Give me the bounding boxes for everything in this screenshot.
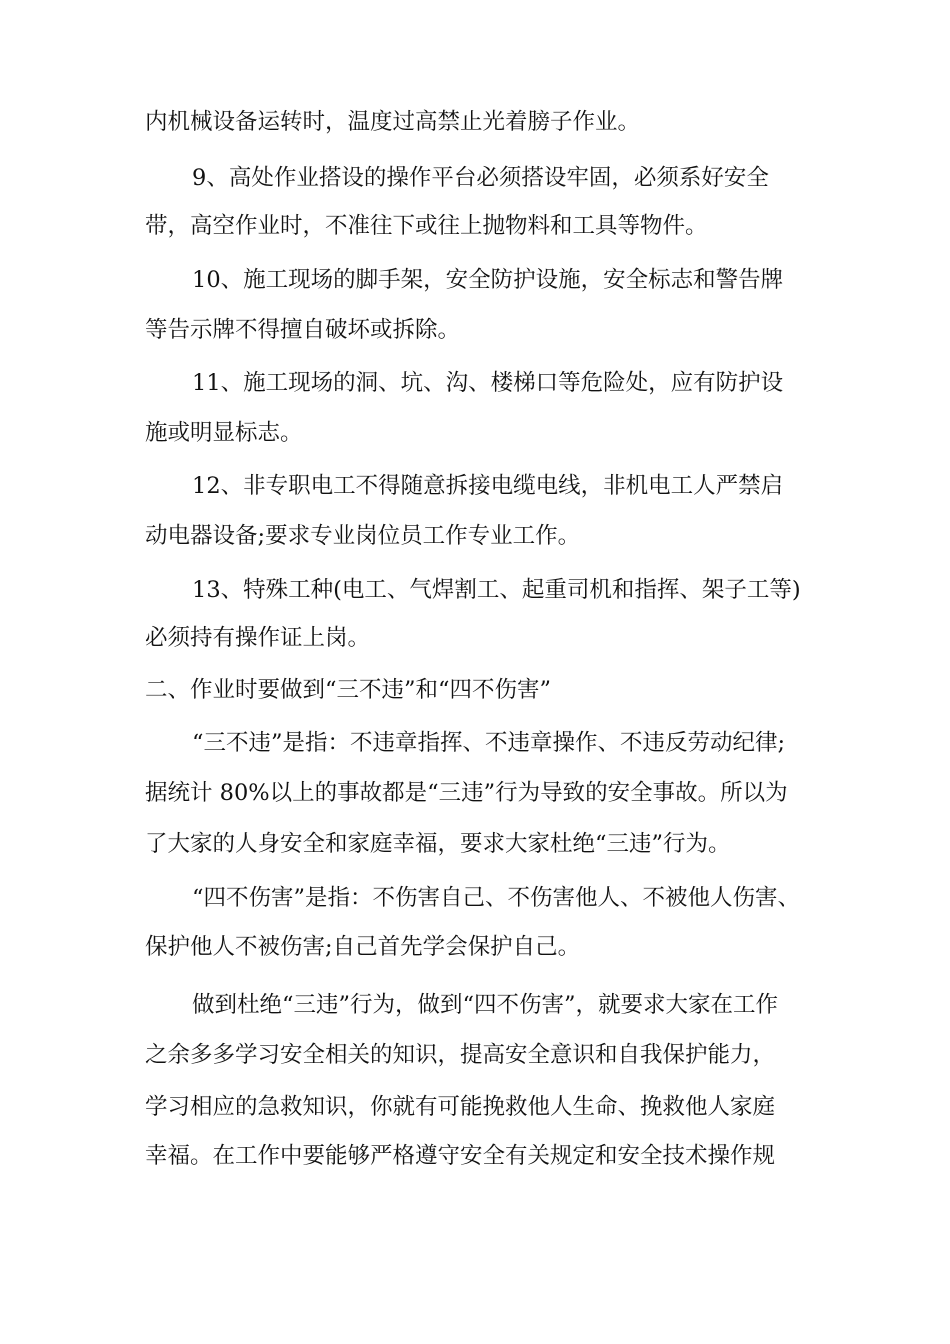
text-line-16: “四不伤害”是指：不伤害自己、不伤害他人、不被他人伤害、	[192, 885, 801, 911]
text-line-15: 了大家的人身安全和家庭幸福，要求大家杜绝“三违”行为。	[145, 831, 731, 857]
text-line-3: 带，高空作业时，不准往下或往上抛物料和工具等物件。	[145, 213, 708, 239]
section-heading: 二、作业时要做到“三不违”和“四不伤害”	[145, 677, 552, 703]
text-line-19: 之余多多学习安全相关的知识，提高安全意识和自我保护能力，	[145, 1042, 776, 1068]
text-line-5: 等告示牌不得擅自破坏或拆除。	[145, 317, 461, 343]
text-line-9: 动电器设备;要求专业岗位员工作专业工作。	[145, 523, 581, 549]
text-line-10: 13、特殊工种(电工、气焊割工、起重司机和指挥、架子工等)	[192, 577, 801, 603]
text-line-21: 幸福。在工作中要能够严格遵守安全有关规定和安全技术操作规	[145, 1143, 776, 1169]
text-line-7: 施或明显标志。	[145, 420, 303, 446]
text-line-11: 必须持有操作证上岗。	[145, 625, 371, 651]
text-line-8: 12、非专职电工不得随意拆接电缆电线，非机电工人严禁启	[192, 473, 784, 499]
text-line-14: 据统计 80%以上的事故都是“三违”行为导致的安全事故。所以为	[145, 780, 788, 806]
text-line-20: 学习相应的急救知识，你就有可能挽救他人生命、挽救他人家庭	[145, 1094, 776, 1120]
text-line-13: “三不违”是指：不违章指挥、不违章操作、不违反劳动纪律;	[192, 730, 786, 756]
text-line-17: 保护他人不被伤害;自己首先学会保护自己。	[145, 934, 581, 960]
text-line-6: 11、施工现场的洞、坑、沟、楼梯口等危险处，应有防护设	[192, 370, 784, 396]
text-line-4: 10、施工现场的脚手架，安全防护设施，安全标志和警告牌	[192, 267, 784, 293]
text-line-2: 9、高处作业搭设的操作平台必须搭设牢固，必须系好安全	[192, 165, 769, 191]
text-line-1: 内机械设备运转时，温度过高禁止光着膀子作业。	[145, 109, 641, 135]
text-line-18: 做到杜绝“三违”行为，做到“四不伤害”，就要求大家在工作	[192, 992, 779, 1018]
